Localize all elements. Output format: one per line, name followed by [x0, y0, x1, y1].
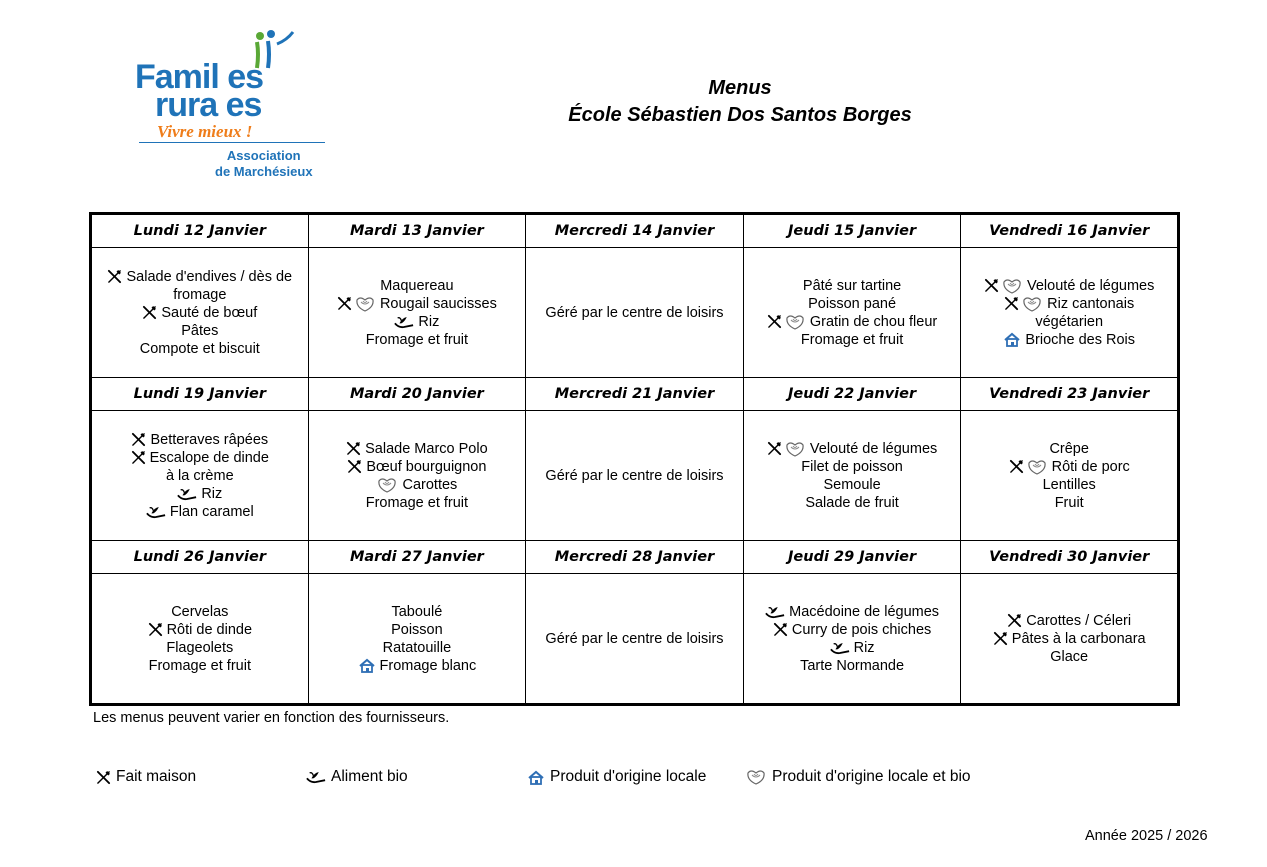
menu-item-text: Brioche des Rois	[1025, 331, 1135, 348]
menu-item	[526, 467, 743, 485]
day-header: Jeudi 29 Janvier	[743, 541, 961, 574]
menu-item-text: Pâté sur tartine	[802, 277, 902, 294]
local-bio-icon	[1026, 458, 1048, 476]
menu-item-text: Fromage blanc	[379, 657, 477, 674]
menu-item	[92, 449, 308, 467]
week-menu-row	[91, 574, 1179, 705]
menu-item-icons	[131, 450, 146, 465]
families-rurales-logo	[135, 30, 335, 180]
menu-item-text: Compote et biscuit	[139, 340, 260, 357]
menu-item-text: Fruit	[1054, 494, 1084, 511]
day-header: Vendredi 16 Janvier	[961, 214, 1179, 248]
day-menu-cell	[961, 248, 1179, 378]
menu-item	[526, 304, 743, 322]
menu-item-text: Géré par le centre de loisirs	[545, 467, 724, 484]
day-header: Mardi 13 Janvier	[308, 214, 526, 248]
day-header: Mardi 27 Janvier	[308, 541, 526, 574]
week-header-row	[91, 541, 1179, 574]
menu-item-text: Riz	[418, 313, 440, 330]
menu-item-text: fromage	[173, 286, 227, 303]
menu-item-text: Flageolets	[166, 639, 234, 656]
menu-item-text: Flan caramel	[169, 503, 254, 520]
footnote: Les menus peuvent varier en fonction des fournisseurs.	[93, 710, 450, 726]
day-menu-cell	[308, 574, 526, 705]
menu-item-text: Betteraves râpées	[150, 431, 269, 448]
menu-item-icons	[131, 432, 146, 447]
day-header: Mercredi 14 Janvier	[526, 214, 744, 248]
menu-item	[309, 476, 526, 494]
day-menu-cell	[91, 411, 309, 541]
day-menu-cell	[91, 248, 309, 378]
menu-item-text: Lentilles	[1042, 476, 1096, 493]
legend-label: Aliment bio	[331, 768, 408, 785]
week-menu-row	[91, 248, 1179, 378]
menu-item	[92, 485, 308, 503]
menu-item-icons	[376, 476, 398, 494]
menu-item-icons	[146, 505, 166, 519]
menu-item-text: Fromage et fruit	[365, 494, 469, 511]
menu-item-icons	[773, 622, 788, 637]
fait-maison-icon	[1004, 296, 1019, 311]
menu-item	[961, 295, 1177, 313]
menu-item-text: Crêpe	[1049, 440, 1089, 457]
local-bio-icon	[354, 295, 376, 313]
menu-item-text: Riz	[201, 485, 223, 502]
menu-item	[744, 277, 961, 295]
menu-item-text: Riz	[853, 639, 875, 656]
menu-item	[92, 268, 308, 286]
menu-item	[92, 603, 308, 621]
menu-item	[309, 277, 526, 295]
title-school: École Sébastien Dos Santos Borges	[568, 104, 912, 126]
menu-item	[92, 340, 308, 358]
menu-item	[744, 657, 961, 675]
menu-item-text: Rôti de dinde	[166, 621, 253, 638]
logo-assoc-line1: Association	[226, 148, 301, 163]
day-header: Lundi 19 Janvier	[91, 378, 309, 411]
menu-item-icons	[148, 622, 163, 637]
fait-maison-icon	[337, 296, 352, 311]
menu-item	[309, 458, 526, 476]
menu-item	[309, 440, 526, 458]
week-header-row	[91, 378, 1179, 411]
day-menu-cell	[743, 411, 961, 541]
day-header: Mercredi 21 Janvier	[526, 378, 744, 411]
menu-item	[744, 476, 961, 494]
menu-item-text: Bœuf bourguignon	[366, 458, 487, 475]
menu-item-text: Carottes	[402, 476, 458, 493]
fait-maison-icon	[1007, 613, 1022, 628]
legend-label: Produit d'origine locale	[550, 768, 707, 785]
fait-maison-icon	[96, 770, 111, 785]
menu-item	[961, 494, 1177, 512]
menu-item-text: Fromage et fruit	[148, 657, 251, 674]
menu-item	[92, 657, 308, 675]
menu-item-text: Carottes / Céleri	[1026, 612, 1132, 629]
title-menus: Menus	[708, 77, 772, 99]
page-title	[500, 75, 980, 129]
menu-item	[744, 458, 961, 476]
menu-item	[961, 440, 1177, 458]
day-menu-cell	[308, 248, 526, 378]
menu-item	[309, 295, 526, 313]
local-bio-icon	[784, 313, 806, 331]
day-header: Lundi 12 Janvier	[91, 214, 309, 248]
menu-item-icons	[1003, 332, 1021, 347]
local-bio-icon	[784, 440, 806, 458]
menu-item-text: Salade Marco Polo	[365, 440, 488, 457]
menu-item-text: Filet de poisson	[801, 458, 903, 475]
menu-item-text: Glace	[1050, 648, 1089, 665]
menu-item-icons	[142, 305, 157, 320]
menu-item-icons	[347, 459, 362, 474]
day-header: Jeudi 22 Janvier	[743, 378, 961, 411]
local-icon	[1003, 332, 1021, 347]
menu-item	[961, 648, 1177, 666]
fait-maison-icon	[984, 278, 999, 293]
menu-item-icons	[394, 315, 414, 329]
menu-item	[744, 295, 961, 313]
menu-item	[744, 494, 961, 512]
menu-item	[92, 322, 308, 340]
day-menu-cell	[526, 248, 744, 378]
fait-maison-icon	[346, 441, 361, 456]
legend-label: Fait maison	[116, 768, 197, 785]
fait-maison-icon	[131, 432, 146, 447]
bio-icon	[177, 487, 197, 501]
local-bio-icon	[376, 476, 398, 494]
menu-item	[744, 331, 961, 349]
menu-item-text: Salade d'endives / dès de	[126, 268, 293, 285]
menu-item-icons	[765, 605, 785, 619]
day-header: Mercredi 28 Janvier	[526, 541, 744, 574]
day-header: Lundi 26 Janvier	[91, 541, 309, 574]
menu-item	[309, 621, 526, 639]
day-header: Vendredi 23 Janvier	[961, 378, 1179, 411]
day-menu-cell	[91, 574, 309, 705]
menu-item	[92, 503, 308, 521]
menu-item-text: Cervelas	[171, 603, 229, 620]
menu-item	[309, 639, 526, 657]
fait-maison-icon	[767, 314, 782, 329]
fait-maison-icon	[773, 622, 788, 637]
menu-item-text: à la crème	[165, 467, 234, 484]
menu-item-text: Sauté de bœuf	[161, 304, 258, 321]
logo-slogan: Vivre mieux !	[157, 122, 253, 141]
menu-item	[961, 458, 1177, 476]
menu-item-text: Velouté de légumes	[809, 440, 938, 457]
logo-association	[215, 148, 313, 180]
menu-item-text: Poisson pané	[808, 295, 897, 312]
menu-item-text: végétarien	[1035, 313, 1104, 330]
day-menu-cell	[743, 248, 961, 378]
menu-item	[961, 331, 1177, 349]
bio-icon	[146, 505, 166, 519]
week-header-row	[91, 214, 1179, 248]
menu-item	[92, 467, 308, 485]
menu-item-text: Poisson	[391, 621, 443, 638]
fait-maison-icon	[347, 459, 362, 474]
menu-item	[92, 286, 308, 304]
menu-item	[92, 304, 308, 322]
menu-item-text: Maquereau	[380, 277, 454, 294]
menu-item-text: Fromage et fruit	[365, 331, 469, 348]
menu-item-text: Salade de fruit	[805, 494, 899, 511]
menu-item-icons	[177, 487, 197, 501]
logo-assoc-line2: de Marchésieux	[215, 164, 313, 179]
menu-item-text: Riz cantonais	[1047, 295, 1135, 312]
menu-item	[961, 476, 1177, 494]
bio-icon	[830, 641, 850, 655]
fait-maison-icon	[993, 631, 1008, 646]
menu-item	[961, 630, 1177, 648]
fait-maison-icon	[767, 441, 782, 456]
menu-item	[309, 657, 526, 675]
legend-bio	[306, 768, 408, 786]
menu-item-text: Tarte Normande	[800, 657, 905, 674]
fait-maison-icon	[148, 622, 163, 637]
local-bio-icon	[745, 768, 767, 786]
menu-item-text: Fromage et fruit	[800, 331, 904, 348]
menu-item	[309, 313, 526, 331]
logo-rule	[139, 142, 325, 143]
menu-item	[309, 603, 526, 621]
menu-item-text: Curry de pois chiches	[791, 621, 932, 638]
menu-item-icons	[767, 313, 806, 331]
menu-item-icons	[1007, 613, 1022, 628]
menu-item	[961, 277, 1177, 295]
menu-item-text: Géré par le centre de loisirs	[545, 304, 724, 321]
fait-maison-icon	[131, 450, 146, 465]
menu-item	[744, 603, 961, 621]
menu-item-text: Semoule	[823, 476, 881, 493]
menu-item	[92, 431, 308, 449]
menu-item	[961, 612, 1177, 630]
menu-item-text: Pâtes	[181, 322, 219, 339]
bio-icon	[765, 605, 785, 619]
legend-local-bio	[745, 768, 971, 786]
logo-word-familles: Famil es	[135, 58, 264, 96]
local-icon	[527, 770, 545, 785]
day-header: Jeudi 15 Janvier	[743, 214, 961, 248]
menu-item-icons	[830, 641, 850, 655]
bio-icon	[394, 315, 414, 329]
menu-item	[309, 331, 526, 349]
menu-item-icons	[1009, 458, 1048, 476]
menu-table	[89, 212, 1180, 706]
menu-item-icons	[358, 658, 376, 673]
day-menu-cell	[743, 574, 961, 705]
menu-item-text: Escalope de dinde	[149, 449, 269, 466]
day-menu-cell	[526, 574, 744, 705]
menu-item-icons	[984, 277, 1023, 295]
fait-maison-icon	[1009, 459, 1024, 474]
menu-item	[526, 630, 743, 648]
menu-item-text: Taboulé	[391, 603, 443, 620]
day-menu-cell	[308, 411, 526, 541]
menu-item-icons	[346, 441, 361, 456]
menu-item	[744, 313, 961, 331]
menu-item-icons	[337, 295, 376, 313]
menu-item-icons	[1004, 295, 1043, 313]
menu-item	[92, 621, 308, 639]
legend-fait-maison	[96, 768, 196, 786]
menu-item-text: Rôti de porc	[1051, 458, 1130, 475]
local-bio-icon	[1001, 277, 1023, 295]
menu-item-text: Gratin de chou fleur	[809, 313, 938, 330]
menu-item-icons	[767, 440, 806, 458]
menu-item-text: Macédoine de légumes	[789, 603, 940, 620]
legend-label: Produit d'origine locale et bio	[772, 768, 971, 785]
legend-local	[527, 768, 706, 786]
day-menu-cell	[961, 411, 1179, 541]
menu-item	[744, 440, 961, 458]
day-menu-cell	[526, 411, 744, 541]
local-bio-icon	[1021, 295, 1043, 313]
menu-item-text: Rougail saucisses	[379, 295, 497, 312]
menu-item-text: Velouté de légumes	[1027, 277, 1155, 294]
week-menu-row	[91, 411, 1179, 541]
menu-item	[744, 621, 961, 639]
menu-item-text: Ratatouille	[382, 639, 452, 656]
menu-item-text: Géré par le centre de loisirs	[545, 630, 724, 647]
menu-item	[92, 639, 308, 657]
menu-item	[961, 313, 1177, 331]
local-icon	[358, 658, 376, 673]
fait-maison-icon	[142, 305, 157, 320]
menu-item	[309, 494, 526, 512]
fait-maison-icon	[107, 269, 122, 284]
menu-item	[744, 639, 961, 657]
menu-item-icons	[107, 269, 122, 284]
school-year: Année 2025 / 2026	[1085, 828, 1208, 844]
menu-item-icons	[993, 631, 1008, 646]
bio-icon	[306, 770, 326, 784]
day-header: Mardi 20 Janvier	[308, 378, 526, 411]
day-menu-cell	[961, 574, 1179, 705]
logo-word-rurales: rura es	[155, 86, 262, 124]
menu-item-text: Pâtes à la carbonara	[1011, 630, 1146, 647]
day-header: Vendredi 30 Janvier	[961, 541, 1179, 574]
